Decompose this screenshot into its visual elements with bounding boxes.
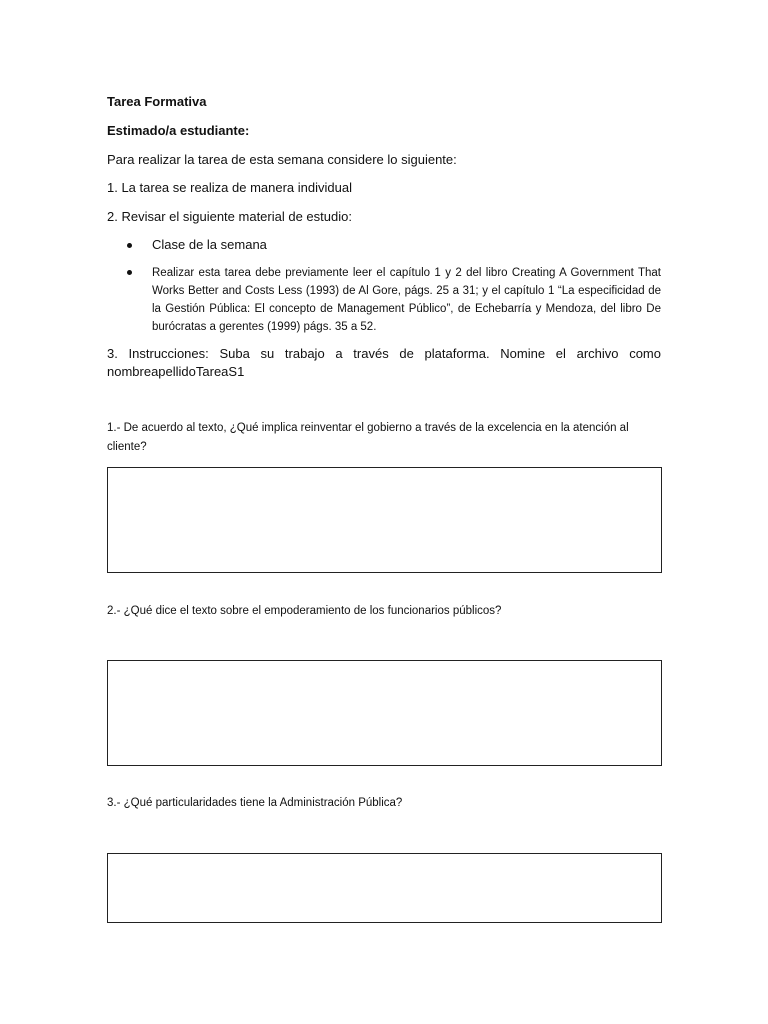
answer-box-1[interactable] (107, 467, 662, 573)
bullet-item-reading: Realizar esta tarea debe previamente leer el capítulo 1 y 2 del libro Creating A Government That Works Better and Costs Less (1993) de Al Gore, págs. 25 a 31; y el capítulo 1 “La especificidad de la Gestión Pública: El concepto de Management Público”, de Echebarría y Mendoza, del libro De burócratas a gerentes (1999) págs. 35 a 52. (152, 267, 661, 333)
bullet-icon (127, 270, 132, 275)
question-3: 3.- ¿Qué particularidades tiene la Administración Pública? (107, 797, 403, 809)
instruction-item-3: 3. Instrucciones: Suba su trabajo a través de plataforma. Nomine el archivo como nombreapellidoTareaS1 (107, 346, 661, 379)
page-title: Tarea Formativa (107, 94, 207, 109)
instruction-item-2: 2. Revisar el siguiente material de estudio: (107, 209, 352, 224)
bullet-item-class: Clase de la semana (152, 237, 267, 252)
answer-box-3[interactable] (107, 853, 662, 923)
greeting: Estimado/a estudiante: (107, 123, 250, 138)
answer-box-2[interactable] (107, 660, 662, 766)
bullet-icon (127, 243, 132, 248)
question-1: 1.- De acuerdo al texto, ¿Qué implica reinventar el gobierno a través de la excelencia en la atención al cliente? (107, 422, 629, 453)
question-2: 2.- ¿Qué dice el texto sobre el empoderamiento de los funcionarios públicos? (107, 605, 502, 617)
intro-text: Para realizar la tarea de esta semana considere lo siguiente: (107, 152, 457, 167)
instruction-item-1: 1. La tarea se realiza de manera individual (107, 180, 352, 195)
